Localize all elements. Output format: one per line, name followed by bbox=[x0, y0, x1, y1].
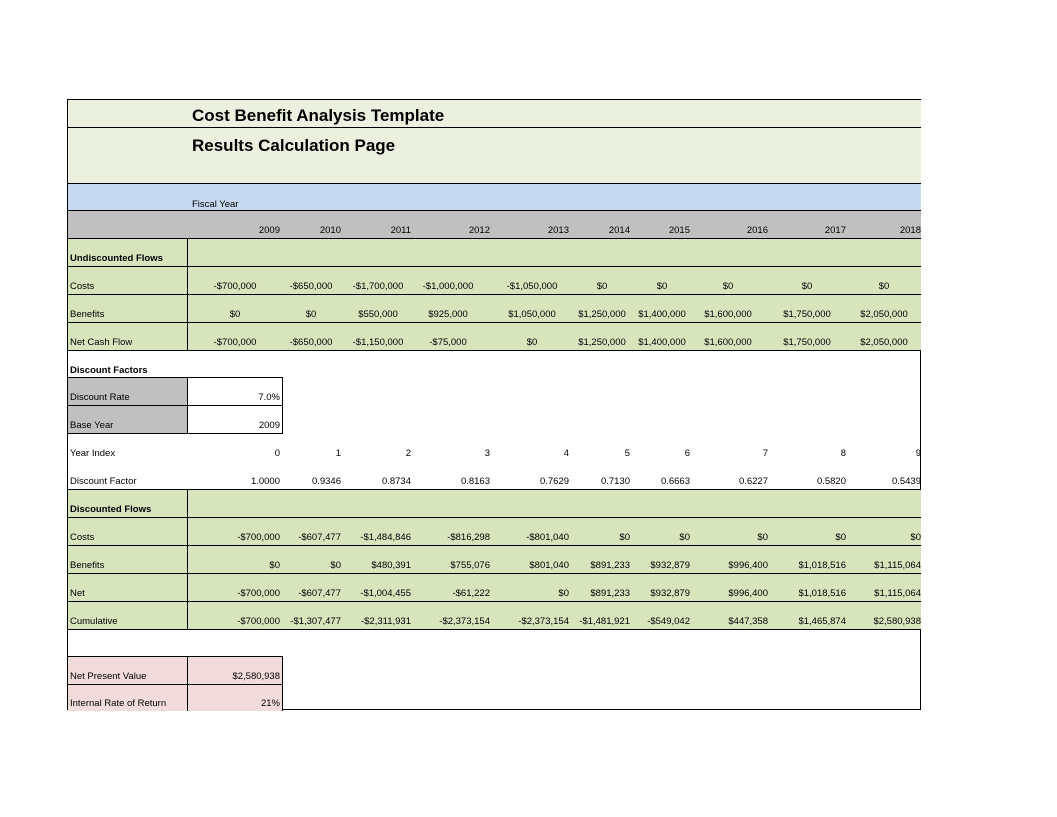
discounted-value-cell: -$61,222 bbox=[452, 588, 490, 599]
undiscounted-value-cell: $1,400,000 bbox=[638, 337, 686, 348]
discounted-value-cell: $0 bbox=[269, 560, 280, 571]
discounted-section-label: Discounted Flows bbox=[70, 504, 152, 515]
year-header-cell: 2017 bbox=[824, 225, 846, 236]
discount-factor-cell: 0.5439 bbox=[891, 476, 921, 487]
discounted-value-cell: -$2,373,154 bbox=[439, 616, 490, 627]
discount-factor-row bbox=[68, 461, 921, 489]
discounted-value-cell: -$1,481,921 bbox=[579, 616, 630, 627]
discount-factor-cell: 0.7130 bbox=[600, 476, 630, 487]
discounted-value-cell: $1,018,516 bbox=[798, 588, 846, 599]
discounted-row-benefits bbox=[68, 545, 921, 573]
year-index-cell: 3 bbox=[484, 448, 490, 459]
undiscounted-value-cell: -$700,000 bbox=[213, 337, 257, 348]
discounted-value-cell: $0 bbox=[910, 532, 921, 543]
discounted-value-cell: -$1,004,455 bbox=[360, 588, 411, 599]
title-row bbox=[68, 100, 921, 128]
undiscounted-row-costs bbox=[68, 266, 921, 294]
discount-factor-cell: 0.7629 bbox=[539, 476, 569, 487]
discount-factor-cell: 0.5820 bbox=[816, 476, 846, 487]
discounted-value-cell: $801,040 bbox=[529, 560, 569, 571]
year-index-cell: 2 bbox=[405, 448, 411, 459]
undiscounted-value-cell: $2,050,000 bbox=[860, 309, 908, 320]
discounted-value-cell: $1,465,874 bbox=[798, 616, 846, 627]
discount-factor-cell: 1.0000 bbox=[250, 476, 280, 487]
discount-rate-value: 7.0% bbox=[258, 392, 280, 403]
year-index-cell: 9 bbox=[915, 448, 921, 459]
subtitle-row bbox=[68, 128, 921, 184]
year-header-cell: 2015 bbox=[668, 225, 690, 236]
fiscal-year-row bbox=[68, 184, 921, 211]
undiscounted-value-cell: $0 bbox=[656, 281, 668, 292]
undiscounted-value-cell: -$1,700,000 bbox=[352, 281, 404, 292]
undiscounted-row-benefits bbox=[68, 294, 921, 322]
year-index-cell: 6 bbox=[684, 448, 690, 459]
row-label: Costs bbox=[70, 281, 95, 292]
undiscounted-value-cell: -$700,000 bbox=[213, 281, 257, 292]
undiscounted-value-cell: $0 bbox=[305, 309, 317, 320]
discounted-value-cell: -$801,040 bbox=[526, 532, 569, 543]
undiscounted-value-cell: $0 bbox=[229, 309, 241, 320]
discounted-row-cumulative bbox=[68, 601, 921, 630]
year-header-cell: 2011 bbox=[390, 225, 411, 236]
irr-value: 21% bbox=[260, 698, 280, 709]
discounted-value-cell: $1,115,064 bbox=[874, 560, 921, 571]
discounted-row-net bbox=[68, 573, 921, 601]
discounted-value-cell: $0 bbox=[330, 560, 341, 571]
year-header-cell: 2018 bbox=[899, 225, 921, 236]
undiscounted-value-cell: $2,050,000 bbox=[860, 337, 908, 348]
year-index-cell: 1 bbox=[335, 448, 341, 459]
undiscounted-value-cell: $0 bbox=[526, 337, 538, 348]
discounted-value-cell: $0 bbox=[679, 532, 690, 543]
row-label: Benefits bbox=[70, 309, 105, 320]
row-label: Cumulative bbox=[70, 616, 118, 627]
row-label: Costs bbox=[70, 532, 95, 543]
discounted-row-costs bbox=[68, 517, 921, 545]
discounted-value-cell: $996,400 bbox=[728, 560, 768, 571]
discount-factors-section-row bbox=[68, 351, 921, 378]
discounted-value-cell: $755,076 bbox=[450, 560, 490, 571]
discounted-value-cell: -$700,000 bbox=[237, 616, 280, 627]
discounted-value-cell: $480,391 bbox=[371, 560, 411, 571]
discounted-value-cell: $891,233 bbox=[590, 560, 630, 571]
discounted-value-cell: $0 bbox=[835, 532, 846, 543]
row-label: Net Cash Flow bbox=[70, 337, 133, 348]
cost-benefit-sheet bbox=[67, 99, 921, 710]
discount-factor-cell: 0.8163 bbox=[460, 476, 490, 487]
discount-factor-cell: 0.8734 bbox=[381, 476, 411, 487]
base-year-value: 2009 bbox=[258, 420, 280, 431]
undiscounted-value-cell: $0 bbox=[878, 281, 890, 292]
undiscounted-value-cell: $1,750,000 bbox=[783, 337, 831, 348]
page-subtitle: Results Calculation Page bbox=[192, 136, 396, 155]
discounted-value-cell: $1,115,064 bbox=[874, 588, 921, 599]
page-title: Cost Benefit Analysis Template bbox=[192, 106, 445, 125]
discounted-value-cell: $891,233 bbox=[590, 588, 630, 599]
undiscounted-value-cell: $925,000 bbox=[428, 309, 468, 320]
undiscounted-value-cell: $1,050,000 bbox=[508, 309, 556, 320]
discounted-value-cell: $0 bbox=[558, 588, 569, 599]
discount-rate-row bbox=[68, 377, 283, 405]
undiscounted-value-cell: $1,250,000 bbox=[578, 309, 626, 320]
discounted-value-cell: -$549,042 bbox=[647, 616, 690, 627]
discounted-value-cell: $932,879 bbox=[650, 588, 690, 599]
year-header-cell: 2009 bbox=[258, 225, 280, 236]
undiscounted-value-cell: $1,600,000 bbox=[704, 309, 752, 320]
undiscounted-value-cell: -$1,000,000 bbox=[422, 281, 474, 292]
year-header-cell: 2010 bbox=[319, 225, 341, 236]
discounted-value-cell: $0 bbox=[757, 532, 768, 543]
discounted-value-cell: $1,018,516 bbox=[798, 560, 846, 571]
undiscounted-value-cell: -$75,000 bbox=[429, 337, 467, 348]
discount-factor-cell: 0.6663 bbox=[660, 476, 690, 487]
year-index-cell: 5 bbox=[624, 448, 630, 459]
undiscounted-row-net-cash-flow bbox=[68, 322, 921, 351]
undiscounted-value-cell: $1,600,000 bbox=[704, 337, 752, 348]
discounted-value-cell: -$607,477 bbox=[298, 588, 341, 599]
discount-factor-label: Discount Factor bbox=[70, 476, 137, 487]
discount-rate-input[interactable] bbox=[188, 378, 283, 405]
discounted-value-cell: $2,580,938 bbox=[873, 616, 921, 627]
base-year-label: Base Year bbox=[70, 420, 114, 431]
discounted-value-cell: -$700,000 bbox=[237, 532, 280, 543]
discounted-value-cell: $932,879 bbox=[650, 560, 690, 571]
undiscounted-value-cell: $0 bbox=[722, 281, 734, 292]
discounted-value-cell: -$816,298 bbox=[447, 532, 490, 543]
undiscounted-value-cell: $0 bbox=[596, 281, 608, 292]
base-year-input[interactable] bbox=[188, 406, 283, 433]
year-header-cell: 2013 bbox=[547, 225, 569, 236]
year-index-cell: 4 bbox=[563, 448, 569, 459]
year-index-cell: 8 bbox=[840, 448, 846, 459]
discounted-value-cell: -$1,484,846 bbox=[360, 532, 411, 543]
discounted-value-cell: $996,400 bbox=[728, 588, 768, 599]
npv-label: Net Present Value bbox=[70, 671, 147, 682]
base-year-row bbox=[68, 405, 283, 434]
year-index-label: Year Index bbox=[70, 448, 116, 459]
undiscounted-value-cell: $1,250,000 bbox=[578, 337, 626, 348]
discount-rate-label: Discount Rate bbox=[70, 392, 130, 403]
year-header-cell: 2016 bbox=[746, 225, 768, 236]
undiscounted-value-cell: -$1,050,000 bbox=[506, 281, 558, 292]
discounted-value-cell: $0 bbox=[619, 532, 630, 543]
undiscounted-value-cell: $550,000 bbox=[358, 309, 398, 320]
year-header-cell: 2012 bbox=[468, 225, 490, 236]
discount-factor-cell: 0.9346 bbox=[311, 476, 341, 487]
fiscal-year-label: Fiscal Year bbox=[192, 199, 239, 210]
undiscounted-value-cell: -$1,150,000 bbox=[352, 337, 404, 348]
discounted-value-cell: -$2,311,931 bbox=[360, 616, 411, 627]
discount-factor-cell: 0.6227 bbox=[738, 476, 768, 487]
discounted-section-row bbox=[68, 489, 921, 517]
row-label: Benefits bbox=[70, 560, 105, 571]
years-header-row bbox=[68, 211, 921, 238]
year-index-cell: 7 bbox=[762, 448, 768, 459]
undiscounted-value-cell: $1,750,000 bbox=[783, 309, 831, 320]
irr-row bbox=[68, 684, 283, 711]
discount-factors-label: Discount Factors bbox=[70, 365, 148, 376]
year-index-row bbox=[68, 434, 921, 461]
discounted-value-cell: -$700,000 bbox=[237, 588, 280, 599]
year-header-cell: 2014 bbox=[608, 225, 630, 236]
undiscounted-section-row bbox=[68, 238, 921, 266]
undiscounted-value-cell: -$650,000 bbox=[289, 337, 333, 348]
discounted-value-cell: -$1,307,477 bbox=[290, 616, 341, 627]
discounted-value-cell: $447,358 bbox=[728, 616, 768, 627]
npv-row bbox=[68, 656, 283, 684]
row-label: Net bbox=[70, 588, 85, 599]
year-index-cell: 0 bbox=[274, 448, 280, 459]
undiscounted-value-cell: $1,400,000 bbox=[638, 309, 686, 320]
npv-value: $2,580,938 bbox=[232, 671, 280, 682]
undiscounted-value-cell: -$650,000 bbox=[289, 281, 333, 292]
discounted-value-cell: -$607,477 bbox=[298, 532, 341, 543]
undiscounted-section-label: Undiscounted Flows bbox=[70, 253, 163, 264]
discounted-value-cell: -$2,373,154 bbox=[518, 616, 569, 627]
irr-label: Internal Rate of Return bbox=[70, 698, 167, 709]
undiscounted-value-cell: $0 bbox=[801, 281, 813, 292]
